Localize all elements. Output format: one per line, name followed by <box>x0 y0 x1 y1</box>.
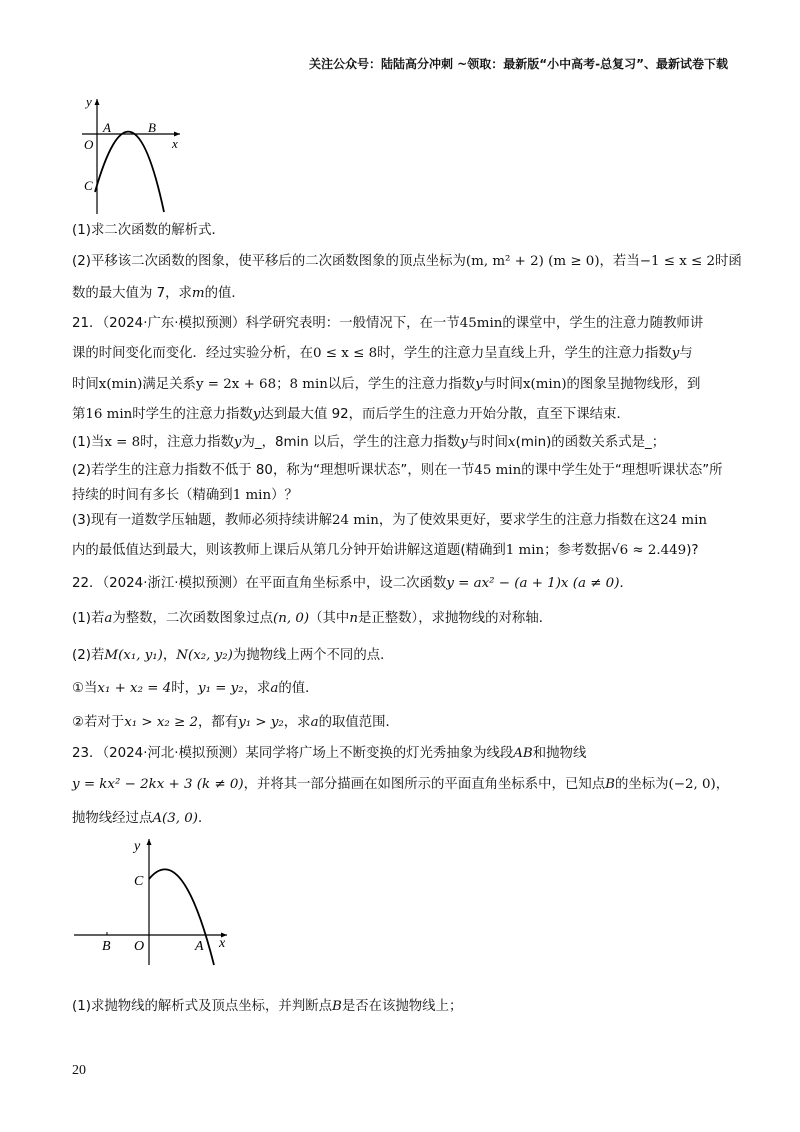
q23-stem-line3: 抛物线经过点A(3, 0)． <box>72 811 212 826</box>
fig2-label-a: A <box>195 939 204 954</box>
q22-part2-sub2: ②若对于x₁ > x₂ ≥ 2，都有y₁ > y₂，求a的取值范围． <box>72 715 399 730</box>
q22-part2: (2)若M(x₁, y₁)，N(x₂, y₂)为抛物线上两个不同的点． <box>72 648 394 663</box>
fig2-label-o: O <box>134 939 145 954</box>
page-header: 关注公众号：陆陆高分冲刺 ~领取：最新版“小中高考-总复习”、最新试卷下载 <box>309 57 728 71</box>
fig1-label-y: y <box>86 94 92 109</box>
fig1-label-o: O <box>84 137 94 152</box>
q22-part1: (1)若a为整数，二次函数图象过点(n, 0)（其中n是正整数），求抛物线的对称轴． <box>72 611 553 626</box>
q21-stem-line4: 第16 min时学生的注意力指数y达到最大值 92，而后学生的注意力开始分散，直至下课结束． <box>72 407 630 422</box>
fig2-label-x: x <box>219 936 226 951</box>
fig1-label-a: A <box>103 120 111 135</box>
q23-part1: (1)求抛物线的解析式及顶点坐标，并判断点B是否在该抛物线上； <box>72 999 463 1014</box>
q22-stem: 22．（2024·浙江·模拟预测）在平面直角坐标系中，设二次函数y = ax² − (a + 1)x (a ≠ 0)． <box>72 576 633 591</box>
q21-part3-line1: (3)现有一道数学压轴题，教师必须持续讲解24 min，为了使效果更好，要求学生的注意力指数在这24 min <box>72 513 708 528</box>
fig1-label-b: B <box>148 120 156 135</box>
q21-stem-line2: 课的时间变化而变化．经过实验分析，在0 ≤ x ≤ 8时，学生的注意力呈直线上升，学生的注意力指数y与 <box>72 346 693 361</box>
q20-part2-line2: 数的最大值为 7，求m的值． <box>72 286 245 301</box>
q20-part2-line1: (2)平移该二次函数的图象，使平移后的二次函数图象的顶点坐标为(m, m² + 2) (m ≥ 0)，若当−1 ≤ x ≤ 2时函 <box>72 254 742 269</box>
q23-stem-line2: y = kx² − 2kx + 3 (k ≠ 0)，并将其一部分描画在如图所示的平面直角坐标系中，已知点B的坐标为(−2, 0)， <box>72 777 730 792</box>
fig2-label-y: y <box>134 839 141 854</box>
fig1-label-c: C <box>84 178 93 193</box>
q21-stem-line3: 时间x(min)满足关系y = 2x + 68；8 min以后，学生的注意力指数y与时间x(min)的图象呈抛物线形，到 <box>72 377 701 392</box>
q21-part3-line2: 内的最低值达到最大，则该教师上课后从第几分钟开始讲解这道题(精确到1 min；参考数据√6 ≈ 2.449)? <box>72 543 699 558</box>
q23-stem-line1: 23．（2024·河北·模拟预测）某同学将广场上不断变换的灯光秀抽象为线段AB和抛物线 <box>72 746 587 761</box>
figure-1-parabola <box>72 92 192 217</box>
q22-part2-sub1: ①当x₁ + x₂ = 4时，y₁ = y₂，求a的值． <box>72 681 319 696</box>
fig2-label-c: C <box>134 874 144 889</box>
q21-part2-line1: (2)若学生的注意力指数不低于 80，称为“理想听课状态”，则在一节45 min的课中学生处于“理想听课状态”所 <box>72 463 723 478</box>
q21-part1: (1)当x = 8时，注意力指数y为_，8min 以后，学生的注意力指数y与时间x(min)的函数关系式是_； <box>72 435 666 450</box>
q21-part2-line2: 持续的时间有多长（精确到1 min）？ <box>72 488 298 503</box>
page-number: 20 <box>72 1063 86 1078</box>
fig1-label-x: x <box>172 136 178 151</box>
figure-2-parabola <box>72 835 242 970</box>
q20-part1: (1)求二次函数的解析式． <box>72 223 225 238</box>
fig2-label-b: B <box>102 939 111 954</box>
q21-stem-line1: 21．（2024·广东·模拟预测）科学研究表明：一般情况下，在一节45min的课堂中，学生的注意力随教师讲 <box>72 316 704 331</box>
